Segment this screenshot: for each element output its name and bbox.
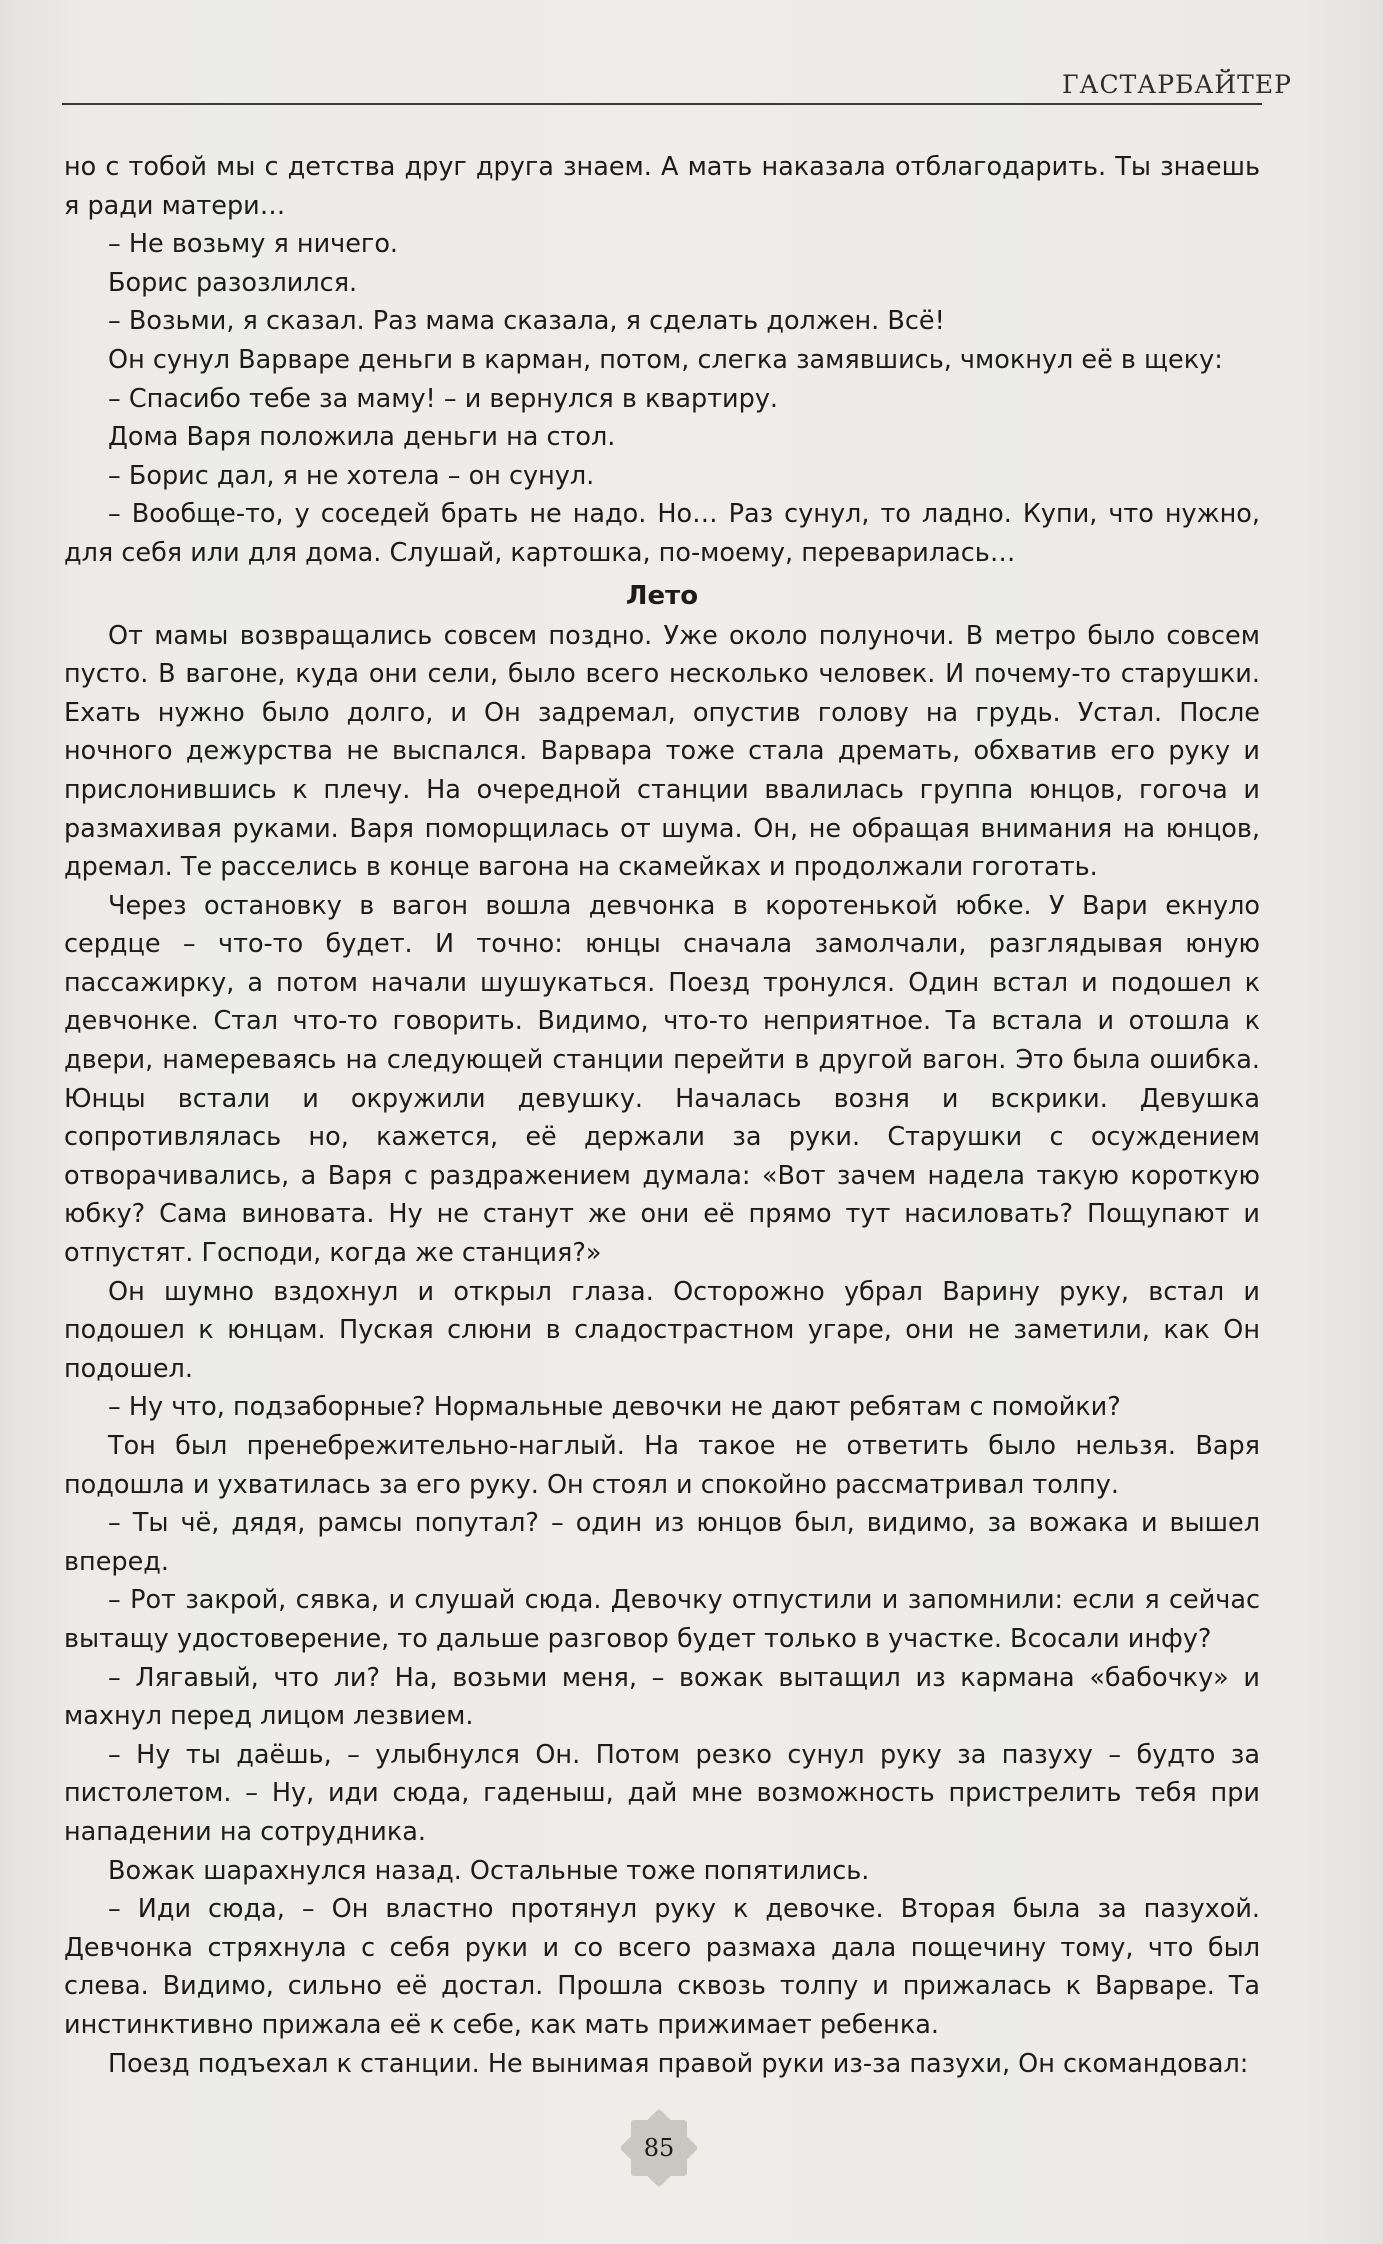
paragraph: От мамы возвращались совсем поздно. Уже около полуночи. В метро было совсем пусто. В вагоне, куда они сели, было всего несколько человек. И почему-то старушки. Ехать нужно было долго, и Он задремал, опустив голову на грудь. Устал. После ночного дежурства не выспался. Варвара тоже стала дремать, обхватив его руку и прислонившись к плечу. На очередной станции ввалилась группа юнцов, гогоча и размахивая руками. Варя поморщилась от шума. Он, не обращая внимания на юнцов, дремал. Те расселись в конце вагона на скамейках и продолжали гоготать. [64, 620, 1260, 883]
paragraph: Он шумно вздохнул и открыл глаза. Осторожно убрал Варину руку, встал и подошел к юнцам. Пуская слюни в сладострастном угаре, они не заметили, как Он подошел. [64, 1276, 1260, 1384]
paragraph: Борис разозлился. [108, 267, 358, 298]
paragraph: Вожак шарахнулся назад. Остальные тоже попятились. [108, 1855, 870, 1886]
page-number-badge [619, 2108, 699, 2188]
paragraph: – Не возьму я ничего. [108, 229, 399, 260]
paragraph: но с тобой мы с детства друг друга знаем. А мать наказала отблагодарить. Ты знаешь я ради матери… [64, 152, 1260, 221]
paragraph: – Возьми, я сказал. Раз мама сказала, я сделать должен. Всё! [108, 306, 945, 337]
paragraph: – Спасибо тебе за маму! – и вернулся в квартиру. [108, 383, 779, 414]
header-rule [62, 103, 1262, 105]
paragraph: Тон был пренебрежительно-наглый. На такое не ответить было нельзя. Варя подошла и ухватилась за его руку. Он стоял и спокойно рассматривал толпу. [64, 1431, 1260, 1500]
paragraph: Дома Варя положила деньги на стол. [108, 422, 616, 453]
paragraph: – Иди сюда, – Он властно протянул руку к девочке. Вторая была за пазухой. Девчонка стряхнула с себя руки и со всего размаха дала пощечину тому, что был слева. Видимо, сильно её достал. Прошла сквозь толпу и прижалась к Варваре. Та инстинктивно прижала её к себе, как мать прижимает ребенка. [64, 1894, 1260, 2040]
paragraph: Поезд подъехал к станции. Не вынимая правой руки из-за пазухи, Он скомандовал: [108, 2048, 1249, 2079]
paragraph: – Ну что, подзаборные? Нормальные девочки не дают ребятам с помойки? [108, 1392, 1121, 1423]
paragraph: Он сунул Варваре деньги в карман, потом, слегка замявшись, чмокнул её в щеку: [108, 344, 1223, 375]
paragraph: – Рот закрой, сявка, и слушай сюда. Девочку отпустили и запомнили: если я сейчас вытащу удостоверение, то дальше разговор будет только в участке. Всосали инфу? [64, 1585, 1260, 1654]
paragraph: Через остановку в вагон вошла девчонка в коротенькой юбке. У Вари екнуло сердце – что-то будет. И точно: юнцы сначала замолчали, разглядывая юную пассажирку, а потом начали шушукаться. Поезд тронулся. Один встал и подошел к девчонке. Стал что-то говорить. Видимо, что-то неприятное. Та встала и отошла к двери, намереваясь на следующей станции перейти в другой вагон. Это была ошибка. Юнцы встали и окружили девушку. Началась возня и вскрики. Девушка сопротивлялась но, кажется, её держали за руки. Старушки с осуждением отворачивались, а Варя с раздражением думала: «Вот зачем надела такую короткую юбку? Сама виновата. Ну не станут же они её прямо тут насиловать? Пощупают и отпустят. Господи, когда же станция?» [64, 890, 1260, 1269]
paragraph: – Ну ты даёшь, – улыбнулся Он. Потом резко сунул руку за пазуху – будто за пистолетом. – Ну, иди сюда, гаденыш, дай мне возможность пристрелить тебя при нападении на сотрудника. [64, 1739, 1260, 1847]
paragraph: – Вообще-то, у соседей брать не надо. Но… Раз сунул, то ладно. Купи, что нужно, для себя или для дома. Слушай, картошка, по-моему, переварилась… [64, 499, 1260, 568]
body-text [64, 148, 1260, 2083]
page-number: 85 [643, 2134, 675, 2162]
paragraph: – Ты чё, дядя, рамсы попутал? – один из юнцов был, видимо, за вожака и вышел вперед. [64, 1508, 1260, 1577]
paragraph: – Лягавый, что ли? На, возьми меня, – вожак вытащил из кармана «бабочку» и махнул перед лицом лезвием. [64, 1662, 1260, 1732]
section-title: Лето [625, 580, 699, 611]
paragraph: – Борис дал, я не хотела – он сунул. [108, 460, 595, 491]
running-head-title: ГАСТАРБАЙТЕР [1062, 70, 1292, 99]
